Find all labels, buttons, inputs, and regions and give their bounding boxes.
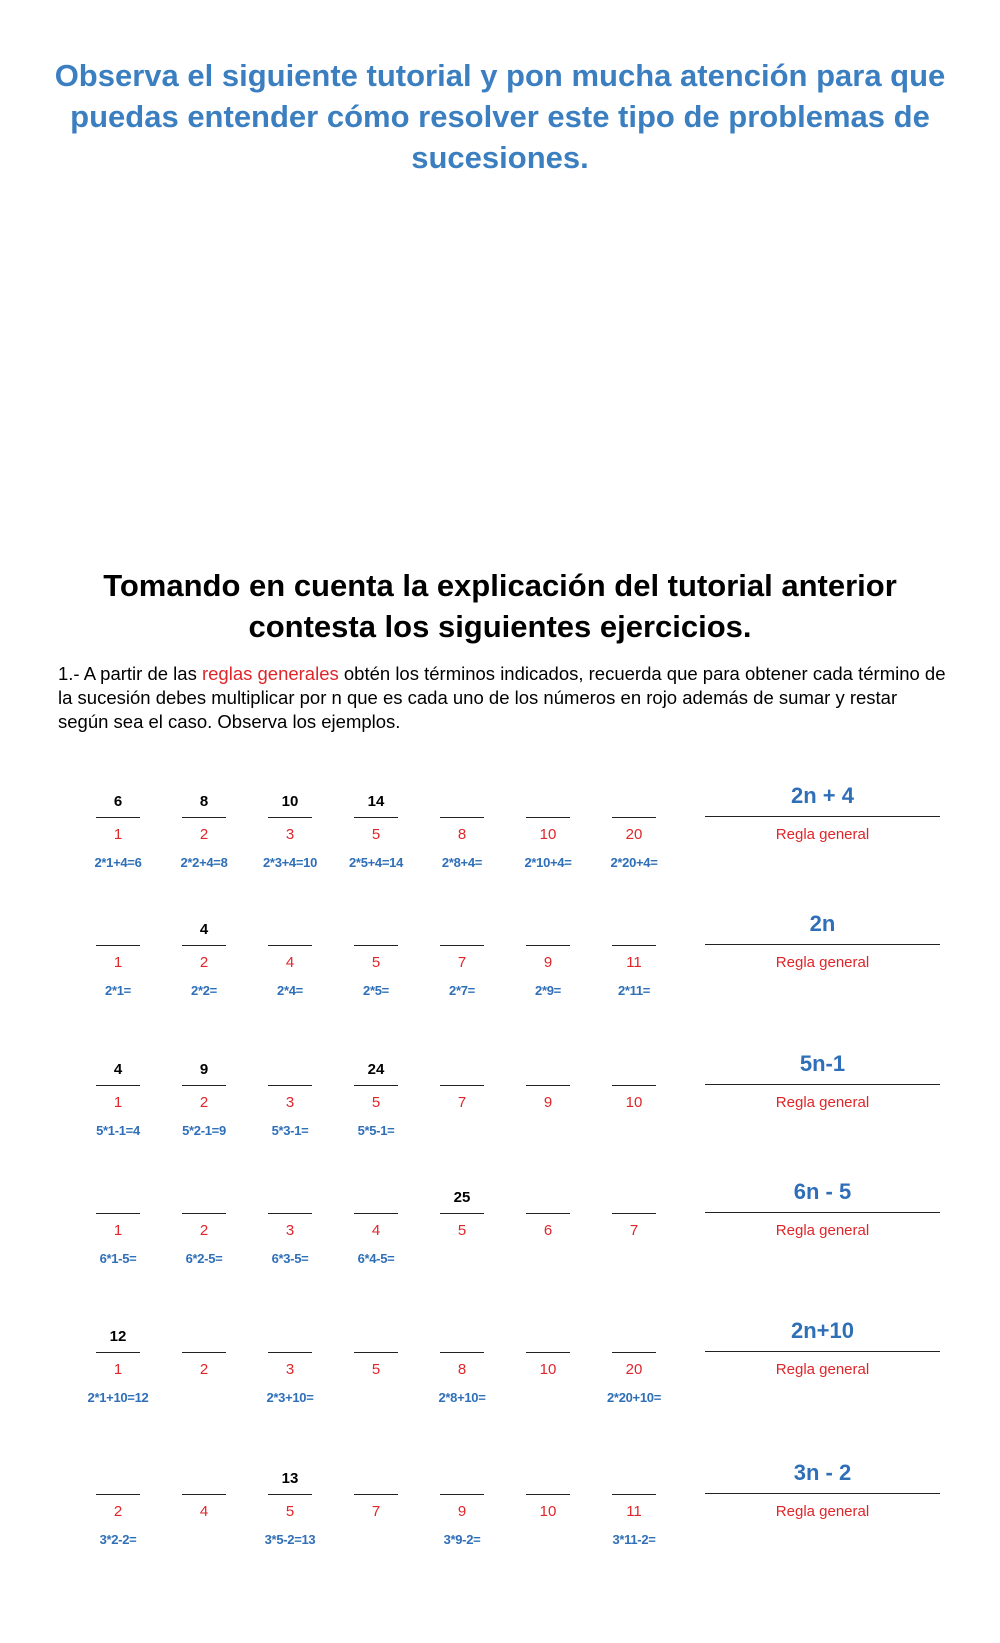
answer-line xyxy=(268,1352,312,1353)
term-answer[interactable] xyxy=(602,1325,666,1349)
rule-expression: 2n + 4 xyxy=(791,783,854,808)
rule-label: Regla general xyxy=(775,1361,870,1378)
term-answer[interactable] xyxy=(430,1325,494,1349)
term-answer[interactable]: 9 xyxy=(199,1061,209,1078)
term-position: 4 xyxy=(199,1503,209,1520)
term-formula: 2*11= xyxy=(617,983,651,998)
term-formula: 2*8+10= xyxy=(438,1390,486,1405)
answer-line xyxy=(268,817,312,818)
rule-expression: 6n - 5 xyxy=(793,1179,852,1204)
term-answer[interactable] xyxy=(344,1325,408,1349)
term-cell xyxy=(526,918,570,1028)
term-answer[interactable]: 24 xyxy=(367,1061,385,1078)
term-position: 3 xyxy=(285,1094,295,1111)
answer-line xyxy=(96,945,140,946)
term-cell xyxy=(96,1467,140,1577)
answer-line xyxy=(96,1352,140,1353)
term-answer[interactable]: 14 xyxy=(367,793,385,810)
term-position: 11 xyxy=(626,1503,642,1520)
term-position: 6 xyxy=(543,1222,553,1239)
term-cell xyxy=(526,1467,570,1577)
instructions-prefix: 1.- A partir de las xyxy=(58,663,202,684)
term-answer[interactable] xyxy=(516,918,580,942)
term-formula xyxy=(504,1388,592,1408)
term-cell xyxy=(440,1186,484,1296)
term-answer[interactable] xyxy=(172,1467,236,1491)
rule-line xyxy=(705,1351,940,1352)
answer-line xyxy=(612,945,656,946)
term-position: 3 xyxy=(285,1361,295,1378)
term-answer[interactable] xyxy=(602,918,666,942)
rule-expression: 5n-1 xyxy=(799,1051,846,1076)
term-position: 10 xyxy=(625,1094,643,1111)
term-position: 20 xyxy=(625,1361,643,1378)
term-formula: 2*5= xyxy=(363,983,389,998)
term-formula xyxy=(590,1121,678,1141)
term-position: 7 xyxy=(371,1503,381,1520)
term-answer[interactable]: 4 xyxy=(113,1061,123,1078)
answer-line xyxy=(526,945,570,946)
term-answer[interactable] xyxy=(516,1058,580,1082)
term-cell xyxy=(612,1058,656,1168)
term-cell xyxy=(612,1186,656,1296)
term-answer[interactable]: 4 xyxy=(199,921,209,938)
term-cell xyxy=(182,1467,226,1577)
term-answer[interactable]: 25 xyxy=(453,1189,471,1206)
term-cell xyxy=(526,1325,570,1435)
term-formula xyxy=(590,1249,678,1269)
exercise-row xyxy=(0,1460,1000,1577)
term-answer[interactable]: 10 xyxy=(281,793,299,810)
term-formula: 5*5-1= xyxy=(357,1123,395,1138)
exercise-row xyxy=(0,1318,1000,1435)
general-rule xyxy=(705,1315,940,1395)
instructions-suffix: obtén los términos indicados, recuerda que para obtener cada término de la sucesión debes multiplicar por n que es cada uno de los números en rojo además de sumar y restar según sea el caso. Observa los ejemplos. xyxy=(58,663,946,732)
term-formula: 6*1-5= xyxy=(99,1251,137,1266)
term-formula: 5*2-1=9 xyxy=(182,1123,226,1138)
exercise-row xyxy=(0,783,1000,900)
term-position: 3 xyxy=(285,826,295,843)
term-cell xyxy=(96,1186,140,1296)
term-answer[interactable] xyxy=(430,790,494,814)
term-position: 10 xyxy=(539,826,557,843)
answer-line xyxy=(440,1494,484,1495)
term-formula: 3*5-2=13 xyxy=(264,1532,316,1547)
term-position: 9 xyxy=(543,954,553,971)
term-position: 9 xyxy=(457,1503,467,1520)
rule-line xyxy=(705,944,940,945)
term-cell xyxy=(263,790,317,900)
term-formula: 2*1+10=12 xyxy=(87,1390,149,1405)
term-cell xyxy=(354,918,398,1028)
term-formula: 2*20+4= xyxy=(610,855,658,870)
term-position: 2 xyxy=(199,826,209,843)
term-cell xyxy=(96,1058,140,1168)
term-cell xyxy=(440,1325,484,1435)
term-cell xyxy=(96,918,140,1028)
answer-line xyxy=(354,817,398,818)
term-answer[interactable] xyxy=(602,1186,666,1210)
term-position: 5 xyxy=(371,1094,381,1111)
term-answer[interactable] xyxy=(86,918,150,942)
term-cell xyxy=(354,1058,398,1168)
term-formula xyxy=(504,1530,592,1550)
answer-line xyxy=(440,1352,484,1353)
term-answer[interactable] xyxy=(344,918,408,942)
term-formula: 3*11-2= xyxy=(612,1532,656,1547)
term-formula: 5*3-1= xyxy=(271,1123,309,1138)
term-answer[interactable]: 8 xyxy=(199,793,209,810)
term-formula xyxy=(160,1388,248,1408)
general-rule xyxy=(705,1457,940,1537)
term-formula: 6*3-5= xyxy=(271,1251,309,1266)
answer-line xyxy=(182,1352,226,1353)
term-position: 2 xyxy=(199,1361,209,1378)
answer-line xyxy=(268,1213,312,1214)
term-formula: 2*5+4=14 xyxy=(349,855,403,870)
term-formula xyxy=(504,1249,592,1269)
term-answer[interactable]: 12 xyxy=(109,1328,127,1345)
term-formula: 5*1-1=4 xyxy=(96,1123,140,1138)
term-position: 8 xyxy=(457,826,467,843)
term-position: 5 xyxy=(457,1222,467,1239)
term-answer[interactable] xyxy=(172,1186,236,1210)
term-formula: 2*2= xyxy=(191,983,217,998)
term-answer[interactable]: 6 xyxy=(113,793,123,810)
term-position: 3 xyxy=(285,1222,295,1239)
answer-line xyxy=(440,1085,484,1086)
term-answer[interactable] xyxy=(430,918,494,942)
exercises-heading: Tomando en cuenta la explicación del tutorial anterior contesta los siguientes ejercicios. xyxy=(103,568,897,644)
term-position: 7 xyxy=(457,1094,467,1111)
intro-text: Observa el siguiente tutorial y pon mucha atención para que puedas entender cómo resolver este tipo de problemas de sucesiones. xyxy=(54,58,946,175)
term-cell xyxy=(264,1467,316,1577)
term-answer[interactable] xyxy=(516,1325,580,1349)
rule-label: Regla general xyxy=(775,954,870,971)
term-cell xyxy=(526,1186,570,1296)
answer-line xyxy=(440,1213,484,1214)
term-position: 7 xyxy=(629,1222,639,1239)
answer-line xyxy=(526,1213,570,1214)
term-position: 1 xyxy=(113,1094,123,1111)
term-cell xyxy=(87,1325,149,1435)
term-position: 10 xyxy=(539,1503,557,1520)
term-answer[interactable] xyxy=(86,1186,150,1210)
term-formula: 3*9-2= xyxy=(443,1532,481,1547)
term-position: 10 xyxy=(539,1361,557,1378)
term-answer[interactable] xyxy=(172,1325,236,1349)
term-position: 20 xyxy=(625,826,643,843)
instructions-highlight: reglas generales xyxy=(201,663,339,684)
exercise-row xyxy=(0,911,1000,1028)
term-formula xyxy=(418,1249,506,1269)
term-cell xyxy=(182,1325,226,1435)
term-formula: 2*2+4=8 xyxy=(180,855,228,870)
answer-line xyxy=(612,1213,656,1214)
term-answer[interactable] xyxy=(516,1467,580,1491)
answer-line xyxy=(354,1352,398,1353)
answer-line xyxy=(354,945,398,946)
answer-line xyxy=(440,945,484,946)
term-position: 7 xyxy=(457,954,467,971)
exercise-row xyxy=(0,1051,1000,1168)
term-position: 5 xyxy=(371,826,381,843)
term-answer[interactable] xyxy=(258,918,322,942)
rule-line xyxy=(705,1212,940,1213)
term-formula: 2*20+10= xyxy=(607,1390,661,1405)
answer-line xyxy=(354,1494,398,1495)
term-position: 2 xyxy=(113,1503,123,1520)
term-cell xyxy=(268,1186,312,1296)
answer-line xyxy=(182,945,226,946)
answer-line xyxy=(96,1213,140,1214)
tutorial-video-area[interactable] xyxy=(40,200,960,530)
rule-expression: 2n+10 xyxy=(791,1318,854,1343)
answer-line xyxy=(96,817,140,818)
term-cell xyxy=(354,1467,398,1577)
rule-expression: 3n - 2 xyxy=(793,1460,852,1485)
term-answer[interactable] xyxy=(344,1186,408,1210)
rule-line xyxy=(705,1493,940,1494)
term-formula: 2*10+4= xyxy=(524,855,572,870)
term-formula xyxy=(332,1530,420,1550)
term-cell xyxy=(607,1325,661,1435)
term-answer[interactable] xyxy=(430,1058,494,1082)
rule-label: Regla general xyxy=(775,826,870,843)
instructions xyxy=(58,662,948,734)
term-answer[interactable] xyxy=(258,1325,322,1349)
term-answer[interactable] xyxy=(344,1467,408,1491)
term-position: 4 xyxy=(371,1222,381,1239)
general-rule xyxy=(705,780,940,860)
term-formula: 6*2-5= xyxy=(185,1251,223,1266)
answer-line xyxy=(440,817,484,818)
term-formula xyxy=(418,1121,506,1141)
term-cell xyxy=(182,790,226,900)
term-position: 1 xyxy=(113,826,123,843)
term-position: 9 xyxy=(543,1094,553,1111)
term-position: 1 xyxy=(113,954,123,971)
term-formula: 2*3+4=10 xyxy=(263,855,317,870)
rule-label: Regla general xyxy=(775,1222,870,1239)
term-position: 11 xyxy=(626,954,642,971)
term-formula: 2*1+4=6 xyxy=(94,855,142,870)
term-position: 2 xyxy=(199,954,209,971)
term-formula: 2*9= xyxy=(535,983,561,998)
answer-line xyxy=(354,1213,398,1214)
answer-line xyxy=(268,1494,312,1495)
term-answer[interactable] xyxy=(430,1467,494,1491)
answer-line xyxy=(612,817,656,818)
term-answer[interactable]: 13 xyxy=(281,1470,299,1487)
rule-line xyxy=(705,1084,940,1085)
term-cell xyxy=(268,1058,312,1168)
answer-line xyxy=(182,817,226,818)
term-answer[interactable] xyxy=(602,1467,666,1491)
rule-label: Regla general xyxy=(775,1503,870,1520)
term-answer[interactable] xyxy=(602,1058,666,1082)
term-answer[interactable] xyxy=(258,1186,322,1210)
term-formula xyxy=(160,1530,248,1550)
term-position: 1 xyxy=(113,1222,123,1239)
general-rule xyxy=(705,908,940,988)
term-position: 4 xyxy=(285,954,295,971)
term-answer[interactable] xyxy=(258,1058,322,1082)
term-position: 8 xyxy=(457,1361,467,1378)
term-answer[interactable] xyxy=(602,790,666,814)
rule-expression: 2n xyxy=(809,911,836,936)
term-cell xyxy=(440,1058,484,1168)
term-cell xyxy=(612,790,656,900)
term-cell xyxy=(182,1058,226,1168)
term-cell xyxy=(526,790,570,900)
answer-line xyxy=(354,1085,398,1086)
answer-line xyxy=(526,1085,570,1086)
term-cell xyxy=(354,1186,398,1296)
rule-label: Regla general xyxy=(775,1094,870,1111)
term-position: 5 xyxy=(285,1503,295,1520)
term-formula: 2*8+4= xyxy=(441,855,483,870)
term-formula: 2*7= xyxy=(449,983,475,998)
term-cell xyxy=(612,1467,656,1577)
term-formula: 6*4-5= xyxy=(357,1251,395,1266)
term-formula: 2*4= xyxy=(277,983,303,998)
term-cell xyxy=(182,1186,226,1296)
term-position: 5 xyxy=(371,954,381,971)
term-cell xyxy=(440,1467,484,1577)
term-position: 2 xyxy=(199,1222,209,1239)
answer-line xyxy=(182,1085,226,1086)
term-cell xyxy=(440,918,484,1028)
term-position: 1 xyxy=(113,1361,123,1378)
term-cell xyxy=(349,790,403,900)
term-answer[interactable] xyxy=(86,1467,150,1491)
answer-line xyxy=(182,1213,226,1214)
answer-line xyxy=(526,817,570,818)
answer-line xyxy=(182,1494,226,1495)
exercise-row xyxy=(0,1179,1000,1296)
general-rule xyxy=(705,1176,940,1256)
rule-line xyxy=(705,816,940,817)
term-cell xyxy=(182,918,226,1028)
answer-line xyxy=(612,1494,656,1495)
term-answer[interactable] xyxy=(516,790,580,814)
term-formula xyxy=(332,1388,420,1408)
answer-line xyxy=(526,1494,570,1495)
answer-line xyxy=(268,945,312,946)
term-cell xyxy=(268,1325,312,1435)
term-position: 2 xyxy=(199,1094,209,1111)
term-formula xyxy=(504,1121,592,1141)
term-cell xyxy=(526,1058,570,1168)
answer-line xyxy=(612,1352,656,1353)
term-position: 5 xyxy=(371,1361,381,1378)
answer-line xyxy=(96,1085,140,1086)
term-formula: 2*3+10= xyxy=(266,1390,314,1405)
term-formula: 2*1= xyxy=(105,983,131,998)
term-answer[interactable] xyxy=(516,1186,580,1210)
term-formula: 3*2-2= xyxy=(99,1532,137,1547)
answer-line xyxy=(268,1085,312,1086)
term-cell xyxy=(612,918,656,1028)
term-cell xyxy=(96,790,140,900)
answer-line xyxy=(96,1494,140,1495)
answer-line xyxy=(526,1352,570,1353)
answer-line xyxy=(612,1085,656,1086)
term-cell xyxy=(354,1325,398,1435)
general-rule xyxy=(705,1048,940,1128)
term-cell xyxy=(268,918,312,1028)
term-cell xyxy=(440,790,484,900)
